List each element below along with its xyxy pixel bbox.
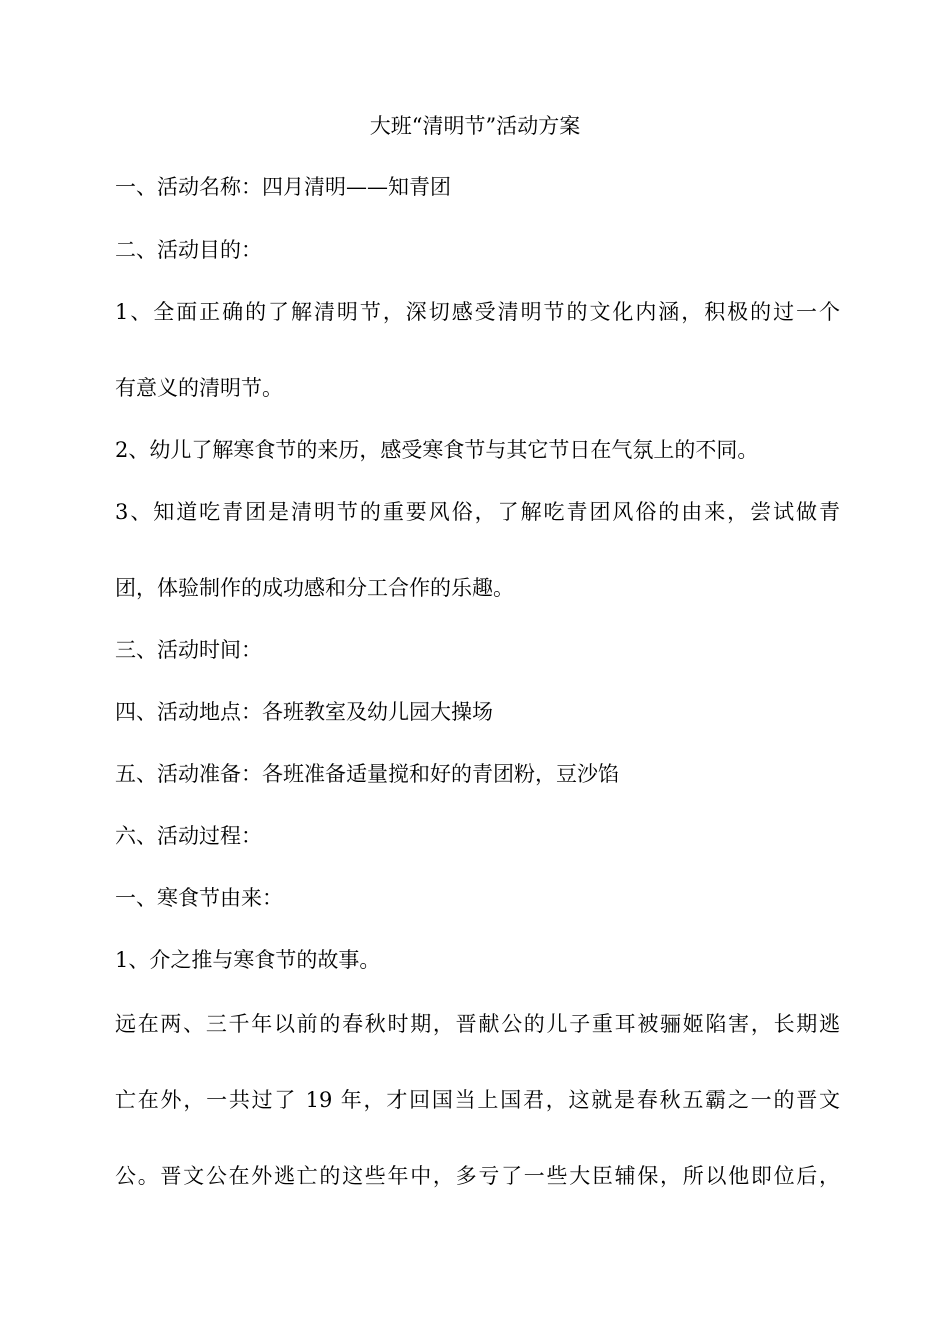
activity-process-heading: 六、活动过程： [115,824,262,848]
story-paragraph-line-2: 亡在外，一共过了 19 年，才回国当上国君，这就是春秋五霸之一的晋文 [115,1088,840,1112]
activity-time-line: 三、活动时间： [115,638,262,662]
activity-preparation-line: 五、活动准备：各班准备适量搅和好的青团粉，豆沙馅 [115,762,619,786]
story-paragraph-line-3: 公。晋文公在外逃亡的这些年中，多亏了一些大臣辅保，所以他即位后， [115,1164,840,1188]
purpose-item-3-line-1: 3、知道吃青团是清明节的重要风俗，了解吃青团风俗的由来，尝试做青 [115,500,840,524]
document-title: 大班“清明节”活动方案 [369,114,581,138]
purpose-item-2: 2、幼儿了解寒食节的来历，感受寒食节与其它节日在气氛上的不同。 [115,438,759,462]
purpose-item-3-line-2: 团，体验制作的成功感和分工合作的乐趣。 [115,576,514,600]
story-heading: 1、介之推与寒食节的故事。 [115,948,381,972]
activity-purpose-heading: 二、活动目的： [115,238,262,262]
purpose-item-1-line-1: 1、全面正确的了解清明节，深切感受清明节的文化内涵，积极的过一个 [115,300,840,324]
story-paragraph-line-1: 远在两、三千年以前的春秋时期，晋献公的儿子重耳被骊姬陷害，长期逃 [115,1012,840,1036]
cold-food-origin-heading: 一、寒食节由来： [115,886,283,910]
purpose-item-1-line-2: 有意义的清明节。 [115,376,283,400]
activity-name-line: 一、活动名称：四月清明——知青团 [115,175,451,199]
activity-location-line: 四、活动地点：各班教室及幼儿园大操场 [115,700,493,724]
